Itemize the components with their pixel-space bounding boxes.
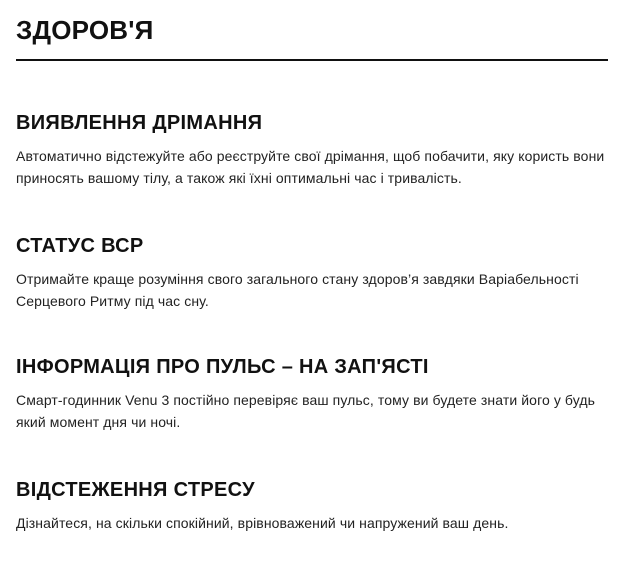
title-divider — [16, 59, 608, 61]
section-heading: СТАТУС ВСР — [16, 235, 144, 257]
section-stress-tracking — [16, 477, 608, 534]
health-features-page — [16, 0, 608, 531]
page-title: ЗДОРОВ'Я — [16, 15, 154, 45]
section-hrv-status — [16, 233, 608, 312]
section-description: Смарт-годинник Venu 3 постійно перевіряє ваш пульс, тому ви будете знати його у будь який момент дня чи ночі. — [16, 392, 596, 430]
section-wrist-heart-rate — [16, 354, 608, 433]
section-heading: ІНФОРМАЦІЯ ПРО ПУЛЬС – НА ЗАП'ЯСТІ — [16, 356, 429, 378]
section-heading: ВИЯВЛЕННЯ ДРІМАННЯ — [16, 112, 263, 134]
section-description: Дізнайтеся, на скільки спокійний, врівноважений чи напружений ваш день. — [16, 515, 509, 531]
section-heading: ВІДСТЕЖЕННЯ СТРЕСУ — [16, 479, 255, 501]
section-nap-detection — [16, 110, 608, 189]
section-description: Автоматично відстежуйте або реєструйте свої дрімання, щоб побачити, яку користь вони приносять вашому тілу, а також які їхні оптимальні час і тривалість. — [16, 148, 605, 186]
section-description: Отримайте краще розуміння свого загального стану здоров’я завдяки Варіабельності Серцевого Ритму під час сну. — [16, 271, 579, 309]
